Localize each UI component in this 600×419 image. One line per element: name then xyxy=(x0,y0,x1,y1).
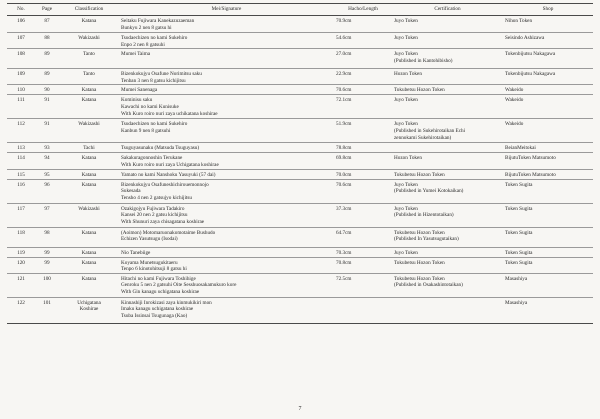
item-signature xyxy=(119,297,334,323)
item-signature xyxy=(119,143,334,153)
item-certification xyxy=(392,33,503,49)
table-row xyxy=(7,247,593,257)
item-shop: Wakeido xyxy=(503,95,593,119)
table-row xyxy=(7,119,593,143)
item-certification xyxy=(392,297,503,323)
item-signature-line: With Gin kanagu uchigatana koshirae xyxy=(121,288,200,295)
item-signature-line: Seitaku Fujiwara Kanekazuzaeman xyxy=(121,18,195,24)
item-classification xyxy=(59,143,119,153)
item-certification-line: (Published in Yumei Kotokaikan) xyxy=(394,188,464,195)
item-certification-line: Hozon Token xyxy=(394,155,422,162)
item-signature xyxy=(119,179,334,203)
item-page: 100 xyxy=(35,273,59,297)
page-number: 7 xyxy=(298,406,302,412)
item-shop: Tokenbijutsu Nakagawa xyxy=(503,69,593,85)
table-row xyxy=(7,33,593,49)
item-signature xyxy=(119,95,334,119)
item-classification-line: Katana xyxy=(81,229,97,236)
item-classification-line: Katana xyxy=(81,249,97,256)
item-classification xyxy=(59,49,119,69)
item-classification xyxy=(59,119,119,143)
item-number: 111 xyxy=(7,95,35,119)
item-classification xyxy=(59,247,119,257)
item-shop: Token Sugita xyxy=(503,227,593,247)
item-number: 108 xyxy=(7,49,35,69)
item-signature-line: Kominisu saku xyxy=(121,97,153,104)
item-length: 64.7cm xyxy=(334,227,392,247)
table-row xyxy=(7,95,593,119)
item-certification-line: Tokubetsu Hozon Token xyxy=(394,87,445,94)
item-signature-line: Kinnashiji Inrokizasi zaya kinmukikiri mon xyxy=(121,299,212,306)
item-page: 95 xyxy=(35,169,59,179)
item-length: 70.3cm xyxy=(334,247,392,257)
item-classification-line: Katana xyxy=(81,259,97,266)
item-classification xyxy=(59,273,119,297)
item-certification-line: Juyo Token xyxy=(394,249,418,256)
item-shop: Wakeido xyxy=(503,119,593,143)
item-page: 97 xyxy=(35,203,59,227)
item-certification-line: (Published in Kantohibisho) xyxy=(394,57,453,64)
item-length: 69.8cm xyxy=(334,153,392,169)
item-signature-line: Kawachi no kami Kunisuke xyxy=(121,103,179,110)
item-shop: Token Sugita xyxy=(503,179,593,203)
item-signature xyxy=(119,153,334,169)
item-signature-line: With Kuro roiro nuri zaya Uchigatana koshirae xyxy=(121,161,219,168)
item-length: 54.6cm xyxy=(334,33,392,49)
table-row xyxy=(7,297,593,323)
item-certification-line: zennokami Sukehirotaikan) xyxy=(394,134,452,141)
item-length: 72.1cm xyxy=(334,95,392,119)
item-signature-line: Kanbun 9 nen 8 gatsuhi xyxy=(121,127,171,134)
item-signature-line: With Kuro roiro nuri zaya uchikatana koshirae xyxy=(121,110,218,117)
item-classification-line: Tanto xyxy=(83,71,95,78)
table-row xyxy=(7,257,593,273)
header-signature: Mei/Signature xyxy=(119,4,334,16)
header-length: Hacho/Length xyxy=(334,4,392,16)
item-classification xyxy=(59,203,119,227)
item-number: 114 xyxy=(7,153,35,169)
item-page: 91 xyxy=(35,95,59,119)
item-classification xyxy=(59,33,119,49)
item-length xyxy=(334,297,392,323)
item-signature xyxy=(119,169,334,179)
item-length: 72.5cm xyxy=(334,273,392,297)
item-classification-line: Katana xyxy=(81,181,97,188)
item-signature xyxy=(119,69,334,85)
item-page: 96 xyxy=(35,179,59,203)
item-signature-line: Bizenkokujyu Osafuneshichirouemonnojo xyxy=(121,181,209,188)
item-number: 106 xyxy=(7,16,35,33)
item-certification xyxy=(392,247,503,257)
item-classification xyxy=(59,69,119,85)
item-certification-line: Juyo Token xyxy=(394,35,418,41)
item-certification-line: Juyo Token xyxy=(394,97,418,104)
item-certification xyxy=(392,95,503,119)
item-certification-line: Juyo Token xyxy=(394,51,418,58)
item-certification-line: (Published in Sukehirotaikan Echi xyxy=(394,127,466,134)
item-signature-line: Enpo 2 nen 8 gatsuhi xyxy=(121,41,165,48)
item-shop: BeianMeitokai xyxy=(503,143,593,153)
item-shop: Seisindo Ashizawa xyxy=(503,33,593,49)
item-signature xyxy=(119,247,334,257)
item-shop: Nihon Token xyxy=(503,16,593,33)
item-page: 101 xyxy=(35,297,59,323)
item-page: 99 xyxy=(35,247,59,257)
item-signature-line: Imaku kanagu uchigatana koshirae xyxy=(121,306,194,313)
item-signature-line: Tsudaechizen no kami Sukehiro xyxy=(121,35,188,41)
header-certification: Certification xyxy=(392,4,503,16)
table-row xyxy=(7,49,593,69)
item-length: 70.8cm xyxy=(334,257,392,273)
item-number: 117 xyxy=(7,203,35,227)
item-certification xyxy=(392,257,503,273)
header-no: No. xyxy=(7,4,35,16)
table-row xyxy=(7,143,593,153)
table-row xyxy=(7,69,593,85)
item-certification-line: Juyo Token xyxy=(394,181,418,188)
item-classification-line: Katana xyxy=(81,275,97,282)
item-classification xyxy=(59,153,119,169)
item-number: 122 xyxy=(7,297,35,323)
item-number: 109 xyxy=(7,69,35,85)
table-row xyxy=(7,16,593,33)
item-signature xyxy=(119,33,334,49)
item-classification-line: Katana xyxy=(81,171,97,178)
item-certification-line: Tokubetsu Hozon Token xyxy=(394,229,445,236)
item-certification xyxy=(392,203,503,227)
item-classification xyxy=(59,297,119,323)
item-number: 107 xyxy=(7,33,35,49)
item-signature-line: Echizen Yasutsugu (Isodai) xyxy=(121,236,178,243)
table-row xyxy=(7,85,593,95)
item-signature-line: Tensho 4 nen 2 gatsujyo kichijitsu xyxy=(121,194,192,201)
item-signature-line: Hitachi no kami Fujiwara Toshihige xyxy=(121,275,196,282)
item-classification xyxy=(59,95,119,119)
item-signature xyxy=(119,227,334,247)
item-signature-line: Kansei 20 nen 2 gatsu kichijitsu xyxy=(121,212,188,219)
item-certification-line: Hozon Token xyxy=(394,71,422,78)
item-signature-line: Tsuba Issinsai Tsugunaga (Kao) xyxy=(121,312,188,319)
item-signature-line: Genroku 5 nen 2 gatsuhi Oite Sesshuosakamukuro kore xyxy=(121,282,237,289)
item-signature xyxy=(119,203,334,227)
item-page: 89 xyxy=(35,69,59,85)
item-signature xyxy=(119,16,334,33)
item-length: 51.9cm xyxy=(334,119,392,143)
item-signature xyxy=(119,273,334,297)
item-certification xyxy=(392,273,503,297)
item-classification xyxy=(59,85,119,95)
item-number: 119 xyxy=(7,247,35,257)
item-page: 98 xyxy=(35,227,59,247)
item-number: 115 xyxy=(7,169,35,179)
item-page: 87 xyxy=(35,16,59,33)
item-classification-line: Tanto xyxy=(83,51,95,58)
item-page: 89 xyxy=(35,49,59,69)
item-number: 121 xyxy=(7,273,35,297)
item-classification-line: Katana xyxy=(81,155,97,162)
item-certification-line: Tokubetsu Hozon Token xyxy=(394,259,445,266)
item-signature-line: Bizenkokujyu Osafune Norimitsu saku xyxy=(121,71,202,78)
table-row xyxy=(7,273,593,297)
table-row xyxy=(7,203,593,227)
item-classification xyxy=(59,257,119,273)
item-signature-line: Koyama Munetsugukitaeru xyxy=(121,259,178,266)
item-number: 110 xyxy=(7,85,35,95)
item-certification xyxy=(392,119,503,143)
item-page: 91 xyxy=(35,119,59,143)
item-certification xyxy=(392,153,503,169)
item-number: 118 xyxy=(7,227,35,247)
item-number: 116 xyxy=(7,179,35,203)
item-shop: Masashiya xyxy=(503,273,593,297)
item-signature-line: Sukesada xyxy=(121,188,141,195)
item-shop: Token Sugita xyxy=(503,257,593,273)
table-row xyxy=(7,227,593,247)
item-number: 113 xyxy=(7,143,35,153)
item-certification xyxy=(392,179,503,203)
item-classification-line: Tachi xyxy=(83,145,95,152)
item-shop: Masashiya xyxy=(503,297,593,323)
item-page: 88 xyxy=(35,33,59,49)
item-classification xyxy=(59,227,119,247)
item-certification-line: Juyo Token xyxy=(394,18,418,24)
item-certification xyxy=(392,49,503,69)
item-shop: BijutuToken Matsumoto xyxy=(503,153,593,169)
item-certification xyxy=(392,227,503,247)
table-row xyxy=(7,153,593,169)
item-signature xyxy=(119,49,334,69)
item-shop: Tokenbijutsu Nakagawa xyxy=(503,49,593,69)
item-classification xyxy=(59,16,119,33)
item-signature-line: Sakakuragonnoshin Terukane xyxy=(121,155,183,162)
item-shop: Token Sugita xyxy=(503,203,593,227)
item-signature xyxy=(119,119,334,143)
item-number: 120 xyxy=(7,257,35,273)
header-classification: Classification xyxy=(59,4,119,16)
item-classification-line: Katana xyxy=(81,18,97,24)
item-page: 94 xyxy=(35,153,59,169)
item-length: 78.8cm xyxy=(334,143,392,153)
item-shop: Wakeido xyxy=(503,85,593,95)
item-signature-line: Tenpo 6 kinotohitsuji 8 gatsu hi xyxy=(121,266,187,273)
item-certification-line: Tokubetsu Hozon Token xyxy=(394,171,445,178)
item-classification-line: Wakizashi xyxy=(78,35,100,41)
item-signature-line: Mumei Sanenaga xyxy=(121,87,158,94)
item-page: 99 xyxy=(35,257,59,273)
item-signature xyxy=(119,257,334,273)
header-page: Page xyxy=(35,4,59,16)
item-certification-line: Juyo Token xyxy=(394,205,418,212)
item-certification xyxy=(392,169,503,179)
item-certification xyxy=(392,85,503,95)
table-row xyxy=(7,169,593,179)
item-signature-line: (Aoimon) Motomaruonakomotaime Bushudo xyxy=(121,229,216,236)
item-certification-line: (Published in Osakashintotaikan) xyxy=(394,282,463,289)
item-classification-line: Katana xyxy=(81,87,97,94)
item-length: 27.0cm xyxy=(334,49,392,69)
item-shop: BijutuToken Matsumoto xyxy=(503,169,593,179)
item-signature-line: Nio Tanebiige xyxy=(121,249,151,256)
item-length: 70.0cm xyxy=(334,169,392,179)
item-signature xyxy=(119,85,334,95)
item-classification xyxy=(59,179,119,203)
item-certification xyxy=(392,69,503,85)
item-classification xyxy=(59,169,119,179)
item-classification-line: Uchigatana xyxy=(77,299,101,306)
table-row xyxy=(7,179,593,203)
item-length: 70.9cm xyxy=(334,16,392,33)
item-signature-line: Tsudaechizen no kami Sukehiro xyxy=(121,121,188,128)
item-certification-line: Tokubetsu Hozon Token xyxy=(394,275,445,282)
header-shop: Shop xyxy=(503,4,593,16)
item-classification-line: Wakizashi xyxy=(78,121,100,128)
item-signature-line: Tenban 3 nen 8 gatsu kichijitsu xyxy=(121,77,186,84)
item-signature-line: Tsuguyasunaku (Matsuda Tsuguyasu) xyxy=(121,145,200,152)
table-header-row xyxy=(7,4,593,16)
item-shop: Token Sugita xyxy=(503,247,593,257)
item-signature-line: With Shunuri zaya chisagatana koshirae xyxy=(121,218,205,225)
item-certification-line: (Published in Hizentotaikan) xyxy=(394,212,454,219)
item-classification-line: Wakizashi xyxy=(78,205,100,212)
catalog-table xyxy=(7,3,593,324)
item-certification-line: (Published In Yasutsugutaikan) xyxy=(394,236,459,243)
item-signature-line: Bunkyu 2 nen 8 gatsu hi xyxy=(121,24,172,31)
item-signature-line: Ozakigojyu Fujiwara Tadakiro xyxy=(121,205,185,212)
item-length: 70.6cm xyxy=(334,85,392,95)
item-number: 112 xyxy=(7,119,35,143)
item-certification-line: Juyo Token xyxy=(394,121,418,128)
item-certification xyxy=(392,16,503,33)
item-page: 93 xyxy=(35,143,59,153)
item-certification xyxy=(392,143,503,153)
item-signature-line: Yamato no kami Nanshoku Yasuyuki (57 dai) xyxy=(121,171,216,178)
item-length: 70.6cm xyxy=(334,179,392,203)
item-length: 37.3cm xyxy=(334,203,392,227)
item-signature-line: Mumei Taima xyxy=(121,51,151,58)
item-page: 90 xyxy=(35,85,59,95)
item-length: 22.9cm xyxy=(334,69,392,85)
item-classification-line: Koshirae xyxy=(79,306,99,313)
item-classification-line: Katana xyxy=(81,97,97,104)
